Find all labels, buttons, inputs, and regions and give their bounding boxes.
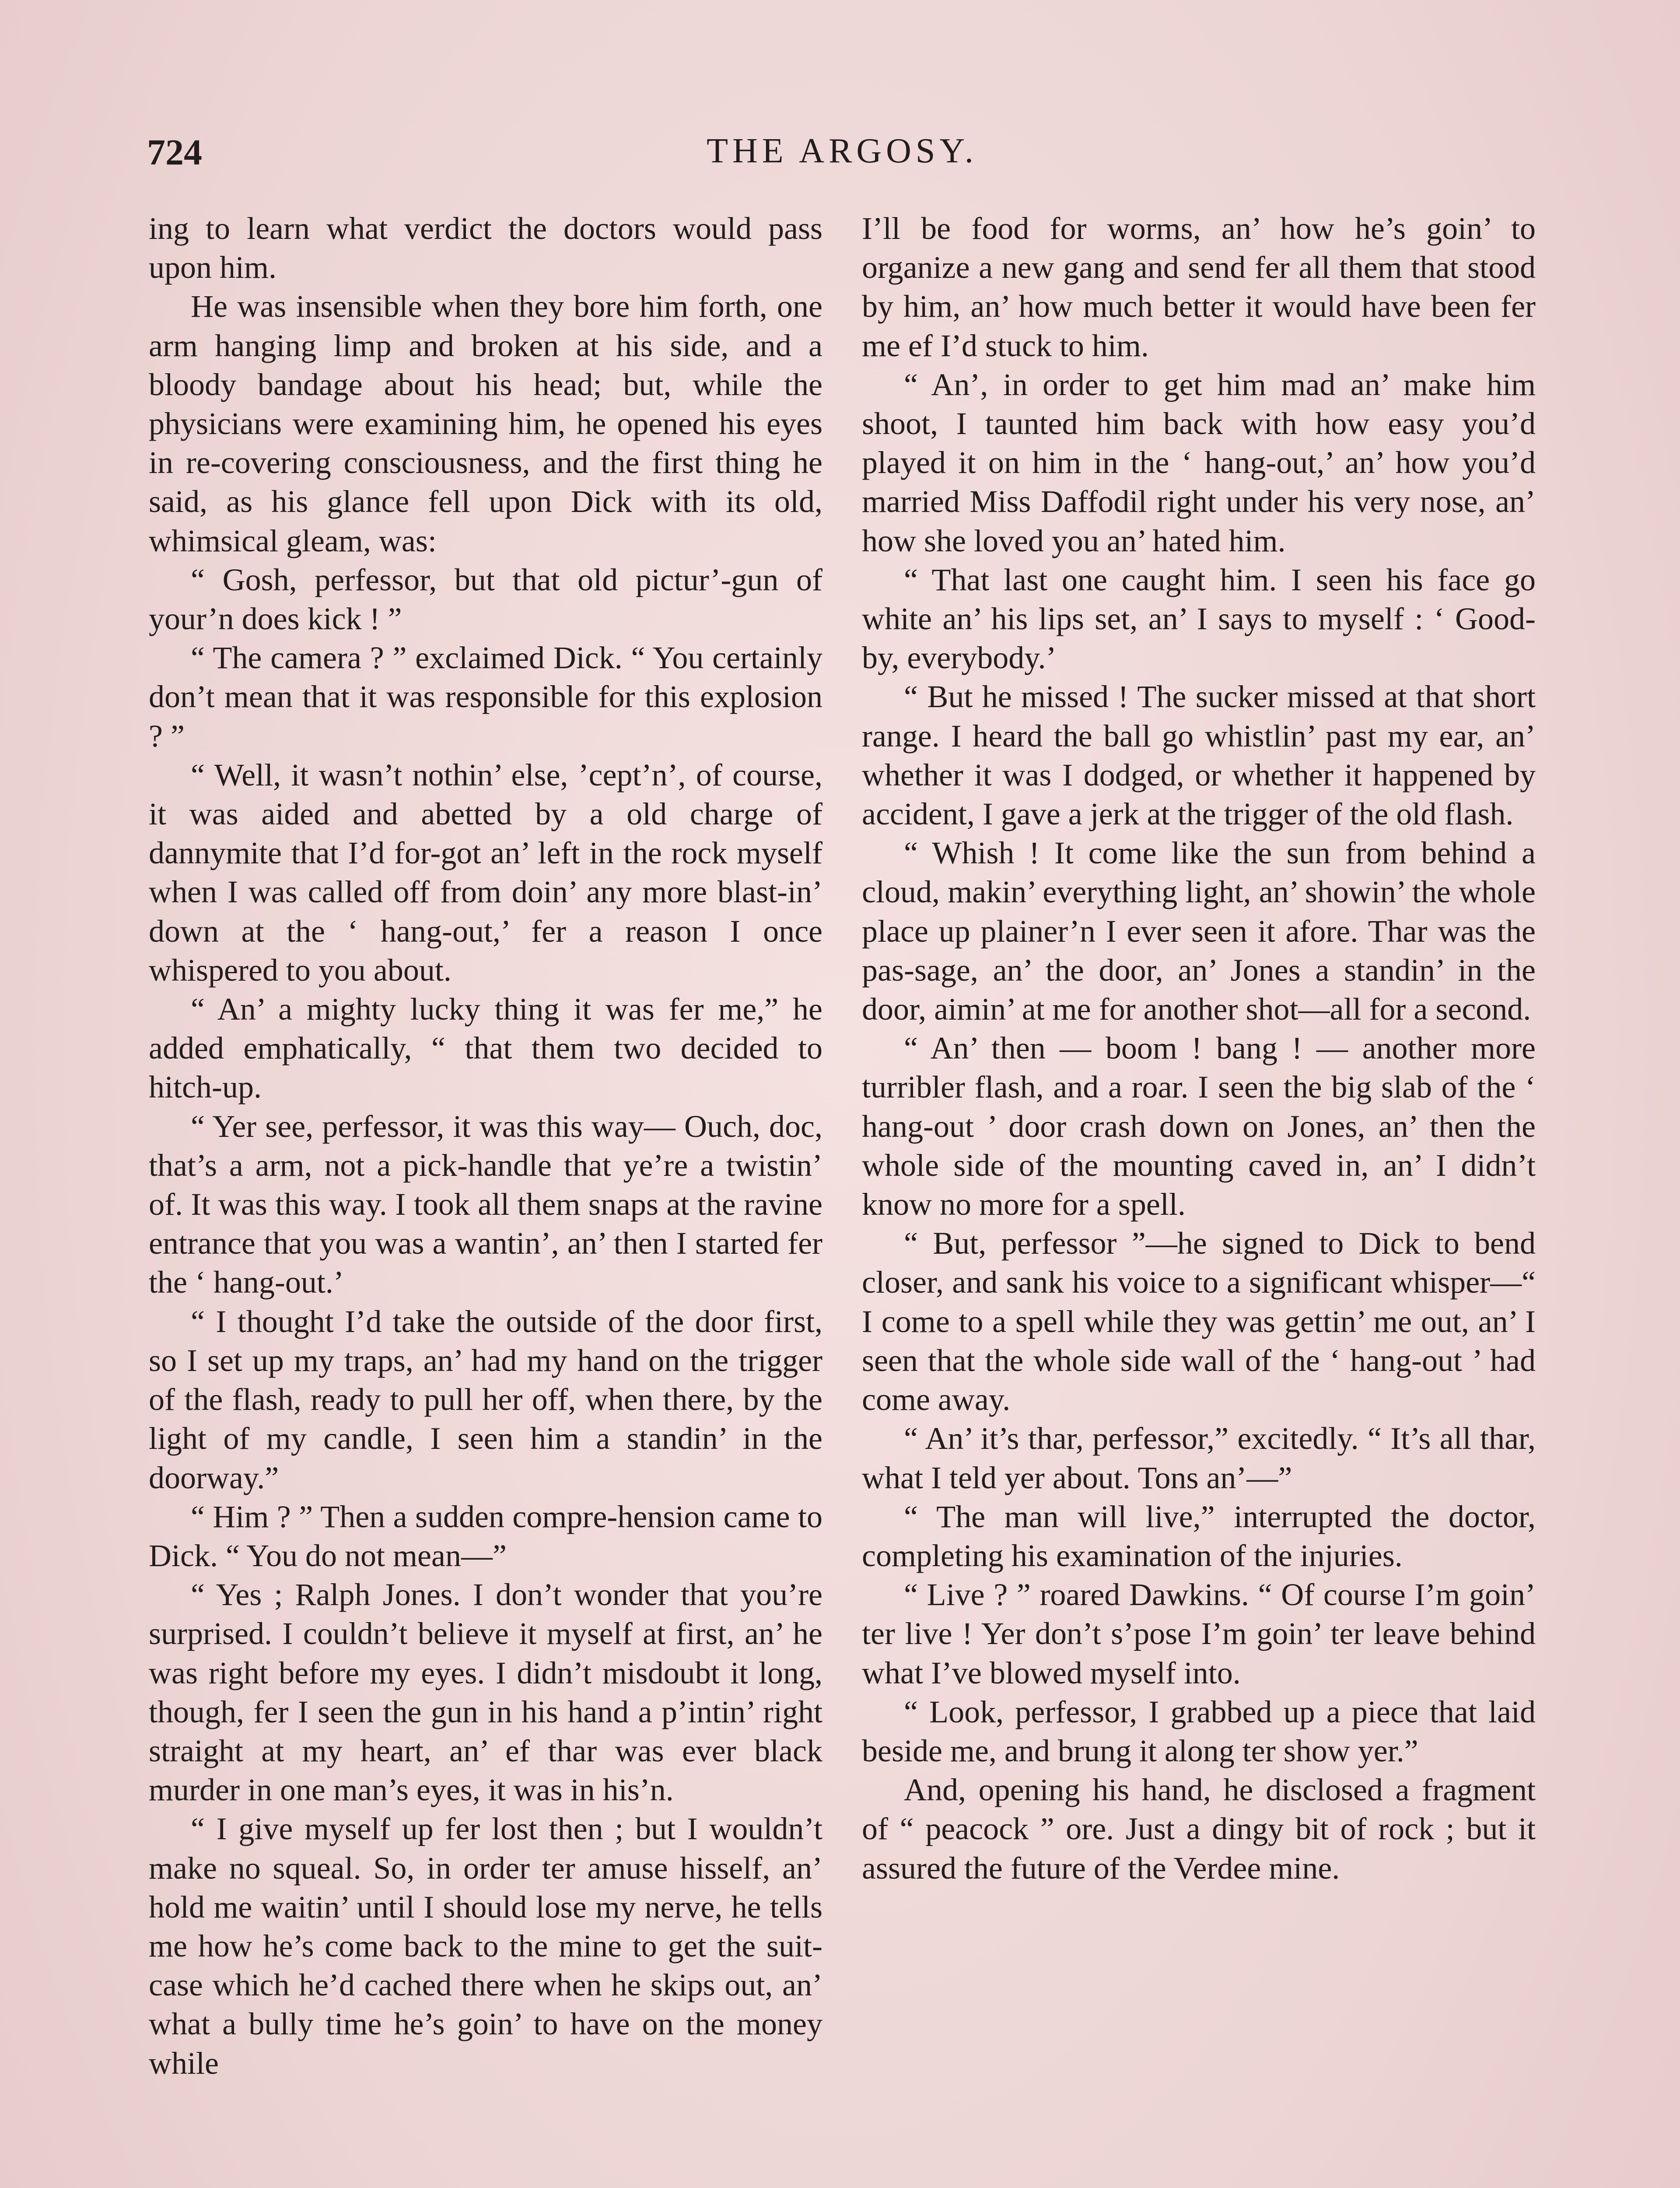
- paragraph: “ I give myself up fer lost then ; but I wouldn’t make no squeal. So, in order ter amuse hisself, an’ hold me waitin’ until I should lose my nerve, he tells me how he’s come back to the mine to get the suit-case which he’d cached there when he skips out, an’ what a bully time he’s goin’ to have on the money while: [149, 1811, 822, 2081]
- page-number: 724: [147, 132, 202, 173]
- paragraph: “ An’ then — boom ! bang ! — another more turribler flash, and a roar. I seen the big slab of the ‘ hang-out ’ door crash down on Jones, an’ then the whole side of the mounting caved in, an’ I didn’t know no more for a spell.: [862, 1031, 1536, 1222]
- paragraph: “ That last one caught him. I seen his face go white an’ his lips set, an’ I says to myself : ‘ Good-by, everybody.’: [862, 562, 1536, 676]
- running-title: THE ARGOSY.: [707, 132, 978, 170]
- paragraph: “ Whish ! It come like the sun from behind a cloud, makin’ everything light, an’ showin’ the whole place up plainer’n I ever seen it afore. Thar was the pas-sage, an’ the door, an’ Jones a standin’ in the door, aimin’ at me for another shot—all for a second.: [862, 835, 1536, 1027]
- page-header: [144, 131, 1540, 179]
- paragraph: “ The man will live,” interrupted the doctor, completing his examination of the injuries.: [862, 1499, 1536, 1573]
- paragraph: He was insensible when they bore him forth, one arm hanging limp and broken at his side, and a bloody bandage about his head; but, while the physicians were examining him, he opened his eyes in re-covering consciousness, and the first thing he said, as his glance fell upon Dick with its old, whimsical gleam, was:: [149, 289, 822, 558]
- paragraph: “ Yer see, perfessor, it was this way— Ouch, doc, that’s a arm, not a pick-handle that ye’re a twistin’ of. It was this way. I took all them snaps at the ravine entrance that you was a wantin’, an’ then I started fer the ‘ hang-out.’: [149, 1108, 822, 1300]
- paragraph: “ But, perfessor ”—he signed to Dick to bend closer, and sank his voice to a significant whisper—“ I come to a spell while they was gettin’ me out, an’ I seen that the whole side wall of the ‘ hang-out ’ had come away.: [862, 1226, 1536, 1417]
- paragraph: “ Him ? ” Then a sudden compre-hension came to Dick. “ You do not mean—”: [149, 1499, 822, 1573]
- paragraph: I’ll be food for worms, an’ how he’s goin’ to organize a new gang and send fer all them that stood by him, an’ how much better it would have been fer me ef I’d stuck to him.: [862, 211, 1536, 363]
- paragraph: “ An’ a mighty lucky thing it was fer me,” he added emphatically, “ that them two decided to hitch-up.: [149, 992, 822, 1105]
- paragraph: “ The camera ? ” exclaimed Dick. “ You certainly don’t mean that it was responsible for this explosion ? ”: [149, 640, 822, 754]
- paragraph: “ But he missed ! The sucker missed at that short range. I heard the ball go whistlin’ past my ear, an’ whether it was I dodged, or whether it happened by accident, I gave a jerk at the trigger of the old flash.: [862, 679, 1536, 832]
- left-column: [149, 209, 822, 2083]
- paragraph: “ Gosh, perfessor, but that old pictur’-gun of your’n does kick ! ”: [149, 562, 822, 637]
- paragraph: “ I thought I’d take the outside of the door first, so I set up my traps, an’ had my hand on the trigger of the flash, ready to pull her off, when there, by the light of my candle, I seen him a standin’ in the doorway.”: [149, 1304, 822, 1495]
- paragraph: ing to learn what verdict the doctors would pass upon him.: [149, 211, 822, 285]
- paragraph: “ Yes ; Ralph Jones. I don’t wonder that you’re surprised. I couldn’t believe it myself at first, an’ he was right before my eyes. I didn’t misdoubt it long, though, fer I seen the gun in his hand a p’intin’ right straight at my heart, an’ ef thar was ever black murder in one man’s eyes, it was in his’n.: [149, 1577, 822, 1808]
- paragraph: “ Look, perfessor, I grabbed up a piece that laid beside me, and brung it along ter show yer.”: [862, 1694, 1536, 1768]
- paragraph: “ Live ? ” roared Dawkins. “ Of course I’m goin’ ter live ! Yer don’t s’pose I’m goin’ ter leave behind what I’ve blowed myself into.: [862, 1577, 1536, 1690]
- paragraph: “ An’ it’s thar, perfessor,” excitedly. “ It’s all thar, what I teld yer about. Tons an’—”: [862, 1421, 1536, 1495]
- paragraph: “ An’, in order to get him mad an’ make him shoot, I taunted him back with how easy you’d played it on him in the ‘ hang-out,’ an’ how you’d married Miss Daffodil right under his very nose, an’ how she loved you an’ hated him.: [862, 367, 1536, 558]
- paragraph: And, opening his hand, he disclosed a fragment of “ peacock ” ore. Just a dingy bit of rock ; but it assured the future of the Verdee mine.: [862, 1772, 1536, 1886]
- right-column: [862, 209, 1536, 1888]
- paragraph: “ Well, it wasn’t nothin’ else, ’cept’n’, of course, it was aided and abetted by a old charge of dannymite that I’d for-got an’ left in the rock myself when I was called off from doin’ any more blast-in’ down at the ‘ hang-out,’ fer a reason I once whispered to you about.: [149, 757, 822, 988]
